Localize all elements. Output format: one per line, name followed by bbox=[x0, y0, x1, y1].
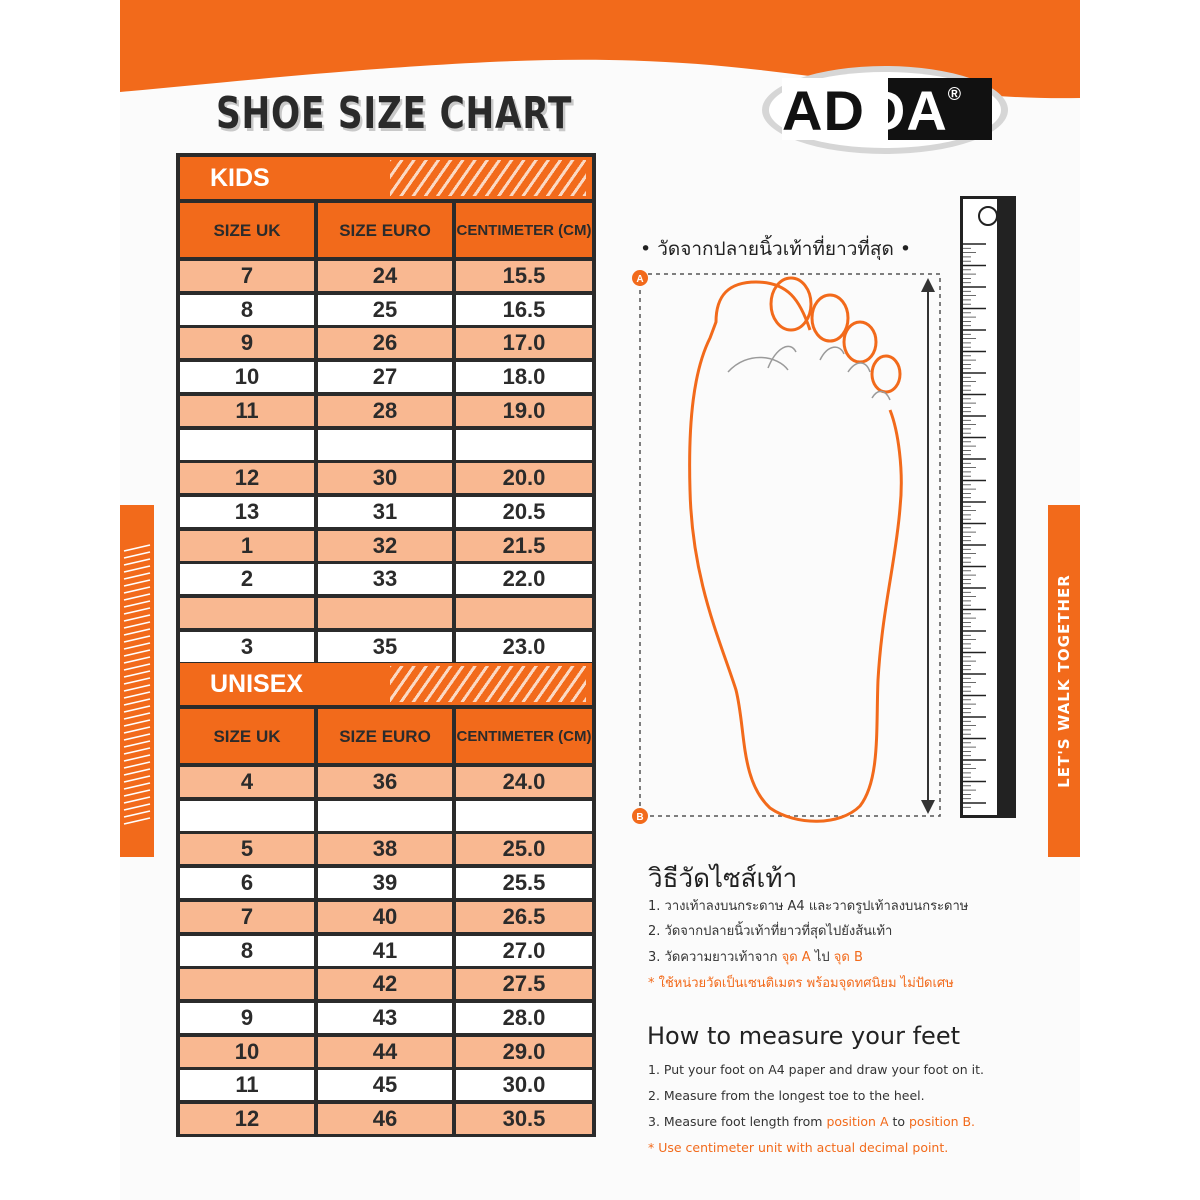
left-side-stripe bbox=[120, 505, 154, 857]
stripe-hatch-line bbox=[124, 545, 150, 551]
stripe-hatch-line bbox=[124, 678, 150, 684]
stripe-hatch-line bbox=[124, 629, 150, 635]
kids-table-cell: 35 bbox=[318, 632, 452, 662]
unisex-table-cell: 29.0 bbox=[456, 1037, 592, 1067]
stripe-hatch-line bbox=[124, 622, 150, 628]
thai-step-3-mid: ไป bbox=[810, 950, 834, 965]
stripe-hatch-line bbox=[124, 741, 150, 747]
unisex-table-cell: 4 bbox=[180, 767, 314, 797]
stripe-hatch-line bbox=[124, 636, 150, 642]
stripe-hatch-line bbox=[124, 769, 150, 775]
unisex-table-cell: 5 bbox=[180, 834, 314, 864]
toe-5 bbox=[872, 356, 900, 392]
kids-table-cell: 28 bbox=[318, 396, 452, 426]
stripe-hatch-line bbox=[124, 734, 150, 740]
kids-table-cell: 21.5 bbox=[456, 531, 592, 561]
stripe-hatch-line bbox=[124, 713, 150, 719]
thai-instructions-heading: วิธีวัดไซส์เท้า bbox=[648, 864, 798, 894]
slogan-text: LET'S WALK TOGETHER bbox=[1055, 574, 1074, 788]
unisex-table-cell: 7 bbox=[180, 902, 314, 932]
unisex-header-hatch bbox=[390, 666, 586, 702]
unisex-table-cell: 45 bbox=[318, 1070, 452, 1100]
kids-table-cell: 17.0 bbox=[456, 328, 592, 358]
unisex-table-cell: 46 bbox=[318, 1104, 452, 1134]
logo-part-1: AD bbox=[782, 78, 865, 142]
english-instructions-heading: How to measure your feet bbox=[647, 1022, 960, 1050]
kids-table-cell: 32 bbox=[318, 531, 452, 561]
foot-outline bbox=[690, 282, 902, 821]
english-note: * Use centimeter unit with actual decimal point. bbox=[648, 1140, 949, 1155]
stripe-hatch-line bbox=[124, 615, 150, 621]
kids-table-cell: 15.5 bbox=[456, 261, 592, 291]
kids-table-cell: 11 bbox=[180, 396, 314, 426]
slogan bbox=[1048, 505, 1080, 857]
stripe-hatch-line bbox=[124, 727, 150, 733]
unisex-table-cell: 40 bbox=[318, 902, 452, 932]
kids-table-cell: 20.5 bbox=[456, 497, 592, 527]
kids-table-cell: 10 bbox=[180, 362, 314, 392]
stripe-hatch-line bbox=[124, 657, 150, 663]
size-chart-poster bbox=[120, 0, 1080, 1200]
stripe-hatch-line bbox=[124, 811, 150, 817]
stripe-hatch-line bbox=[124, 699, 150, 705]
english-step-1: 1. Put your foot on A4 paper and draw your foot on it. bbox=[648, 1062, 984, 1077]
kids-table-cell bbox=[318, 430, 452, 460]
kids-column-header: SIZE EURO bbox=[318, 203, 452, 257]
thai-step-1: 1. วางเท้าลงบนกระดาษ A4 และวาดรูปเท้าลงบนกระดาษ bbox=[648, 899, 969, 914]
stripe-hatch-line bbox=[124, 608, 150, 614]
stripe-hatch-line bbox=[124, 720, 150, 726]
unisex-table-cell bbox=[180, 969, 314, 999]
kids-table-cell: 24 bbox=[318, 261, 452, 291]
stripe-hatch-line bbox=[124, 664, 150, 670]
kids-table-cell: 2 bbox=[180, 564, 314, 594]
unisex-table-cell: 6 bbox=[180, 868, 314, 898]
unisex-table-cell: 26.5 bbox=[456, 902, 592, 932]
stripe-hatch-line bbox=[124, 783, 150, 789]
stripe-hatch-line bbox=[124, 643, 150, 649]
kids-table-cell: 19.0 bbox=[456, 396, 592, 426]
kids-table-cell bbox=[456, 598, 592, 628]
unisex-table-cell: 44 bbox=[318, 1037, 452, 1067]
toe-creases bbox=[728, 346, 890, 400]
kids-table-cell: 30 bbox=[318, 463, 452, 493]
foot-diagram bbox=[628, 260, 958, 830]
unisex-table-cell: 27.0 bbox=[456, 936, 592, 966]
stripe-hatch-line bbox=[124, 755, 150, 761]
kids-table-cell bbox=[318, 598, 452, 628]
stripe-hatch-line bbox=[124, 776, 150, 782]
kids-section-header bbox=[180, 157, 592, 199]
kids-table-cell: 9 bbox=[180, 328, 314, 358]
unisex-table-cell bbox=[456, 801, 592, 831]
kids-table-cell: 7 bbox=[180, 261, 314, 291]
kids-table-cell: 26 bbox=[318, 328, 452, 358]
kids-table-cell: 1 bbox=[180, 531, 314, 561]
stripe-hatch-line bbox=[124, 580, 150, 586]
english-step-3-mid: to bbox=[888, 1114, 909, 1129]
stripe-hatch-line bbox=[124, 559, 150, 565]
kids-table-cell bbox=[180, 430, 314, 460]
arrow-head-bottom bbox=[921, 800, 935, 814]
kids-table-cell bbox=[456, 430, 592, 460]
stripe-hatch-line bbox=[124, 685, 150, 691]
stripe-hatch-line bbox=[124, 587, 150, 593]
kids-table-cell: 8 bbox=[180, 295, 314, 325]
toe-3 bbox=[812, 295, 848, 341]
unisex-table-cell: 30.5 bbox=[456, 1104, 592, 1134]
kids-table-cell: 23.0 bbox=[456, 632, 592, 662]
stripe-hatch-line bbox=[124, 818, 150, 824]
kids-table-cell: 31 bbox=[318, 497, 452, 527]
left-stripe-hatch bbox=[120, 505, 154, 857]
unisex-table-cell: 27.5 bbox=[456, 969, 592, 999]
unisex-section-header bbox=[180, 663, 592, 705]
logo-part-2: DA bbox=[864, 78, 948, 142]
unisex-table-cell bbox=[318, 801, 452, 831]
stripe-hatch-line bbox=[124, 797, 150, 803]
thai-step-2: 2. วัดจากปลายนิ้วเท้าที่ยาวที่สุดไปยังส้นเท้า bbox=[648, 924, 893, 939]
unisex-table-cell: 25.0 bbox=[456, 834, 592, 864]
toe-2 bbox=[771, 278, 811, 330]
arrow-head-top bbox=[921, 278, 935, 292]
toe-4 bbox=[844, 322, 876, 362]
stripe-hatch-line bbox=[124, 762, 150, 768]
kids-table-cell: 3 bbox=[180, 632, 314, 662]
unisex-table-cell: 9 bbox=[180, 1003, 314, 1033]
unisex-table-cell: 39 bbox=[318, 868, 452, 898]
unisex-column-header: SIZE UK bbox=[180, 709, 314, 763]
unisex-table-cell: 28.0 bbox=[456, 1003, 592, 1033]
stripe-hatch-line bbox=[124, 601, 150, 607]
stripe-hatch-line bbox=[124, 790, 150, 796]
stripe-hatch-line bbox=[124, 566, 150, 572]
stripe-hatch-line bbox=[124, 671, 150, 677]
english-position-a: position A bbox=[826, 1114, 889, 1129]
unisex-table-cell: 12 bbox=[180, 1104, 314, 1134]
stripe-hatch-line bbox=[124, 552, 150, 558]
kids-table-cell: 22.0 bbox=[456, 564, 592, 594]
point-a-label: A bbox=[636, 274, 644, 285]
unisex-table-cell: 36 bbox=[318, 767, 452, 797]
stripe-hatch-line bbox=[124, 573, 150, 579]
unisex-column-header: CENTIMETER (CM) bbox=[456, 709, 592, 763]
kids-table-cell bbox=[180, 598, 314, 628]
unisex-table-cell: 25.5 bbox=[456, 868, 592, 898]
stripe-hatch-line bbox=[124, 706, 150, 712]
kids-table-cell: 33 bbox=[318, 564, 452, 594]
kids-table-cell: 27 bbox=[318, 362, 452, 392]
english-position-b: position B. bbox=[909, 1114, 976, 1129]
unisex-column-header: SIZE EURO bbox=[318, 709, 452, 763]
unisex-table-cell: 24.0 bbox=[456, 767, 592, 797]
kids-table-cell: 13 bbox=[180, 497, 314, 527]
kids-table-cell: 12 bbox=[180, 463, 314, 493]
kids-table-cell: 25 bbox=[318, 295, 452, 325]
stripe-hatch-line bbox=[124, 748, 150, 754]
unisex-table-cell: 30.0 bbox=[456, 1070, 592, 1100]
unisex-table-cell: 41 bbox=[318, 936, 452, 966]
english-step-3 bbox=[648, 1114, 975, 1129]
kids-table-cell: 18.0 bbox=[456, 362, 592, 392]
page-title: SHOE SIZE CHART bbox=[216, 88, 573, 139]
unisex-table-cell bbox=[180, 801, 314, 831]
thai-step-3-prefix: 3. วัดความยาวเท้าจาก bbox=[648, 950, 782, 965]
ruler bbox=[960, 196, 1016, 818]
english-step-2: 2. Measure from the longest toe to the heel. bbox=[648, 1088, 925, 1103]
unisex-table-cell: 8 bbox=[180, 936, 314, 966]
stripe-hatch-line bbox=[124, 804, 150, 810]
kids-column-header: SIZE UK bbox=[180, 203, 314, 257]
stripe-hatch-line bbox=[124, 650, 150, 656]
size-table bbox=[176, 153, 596, 1137]
stripe-hatch-line bbox=[124, 594, 150, 600]
unisex-table-cell: 38 bbox=[318, 834, 452, 864]
kids-section-label: KIDS bbox=[210, 164, 270, 192]
thai-step-3 bbox=[648, 946, 863, 967]
english-step-3-prefix: 3. Measure foot length from bbox=[648, 1114, 827, 1129]
kids-column-header: CENTIMETER (CM) bbox=[456, 203, 592, 257]
measure-caption: • วัดจากปลายนิ้วเท้าที่ยาวที่สุด • bbox=[640, 238, 912, 260]
kids-table-cell: 16.5 bbox=[456, 295, 592, 325]
unisex-table-cell: 10 bbox=[180, 1037, 314, 1067]
right-side-stripe bbox=[1048, 505, 1080, 857]
thai-note: * ใช้หน่วยวัดเป็นเซนติเมตร พร้อมจุดทศนิยม ไม่ปัดเศษ bbox=[648, 976, 954, 991]
adda-logo-text bbox=[782, 78, 992, 142]
registered-mark: ® bbox=[947, 84, 963, 104]
thai-point-a: จุด A bbox=[781, 950, 811, 965]
unisex-table-cell: 43 bbox=[318, 1003, 452, 1033]
unisex-table-cell: 42 bbox=[318, 969, 452, 999]
unisex-table-cell: 11 bbox=[180, 1070, 314, 1100]
unisex-section-label: UNISEX bbox=[210, 670, 304, 698]
kids-table-cell: 20.0 bbox=[456, 463, 592, 493]
kids-header-hatch bbox=[390, 160, 586, 196]
point-b-label: B bbox=[636, 812, 644, 823]
thai-point-b: จุด B bbox=[833, 950, 863, 965]
stripe-hatch-line bbox=[124, 692, 150, 698]
